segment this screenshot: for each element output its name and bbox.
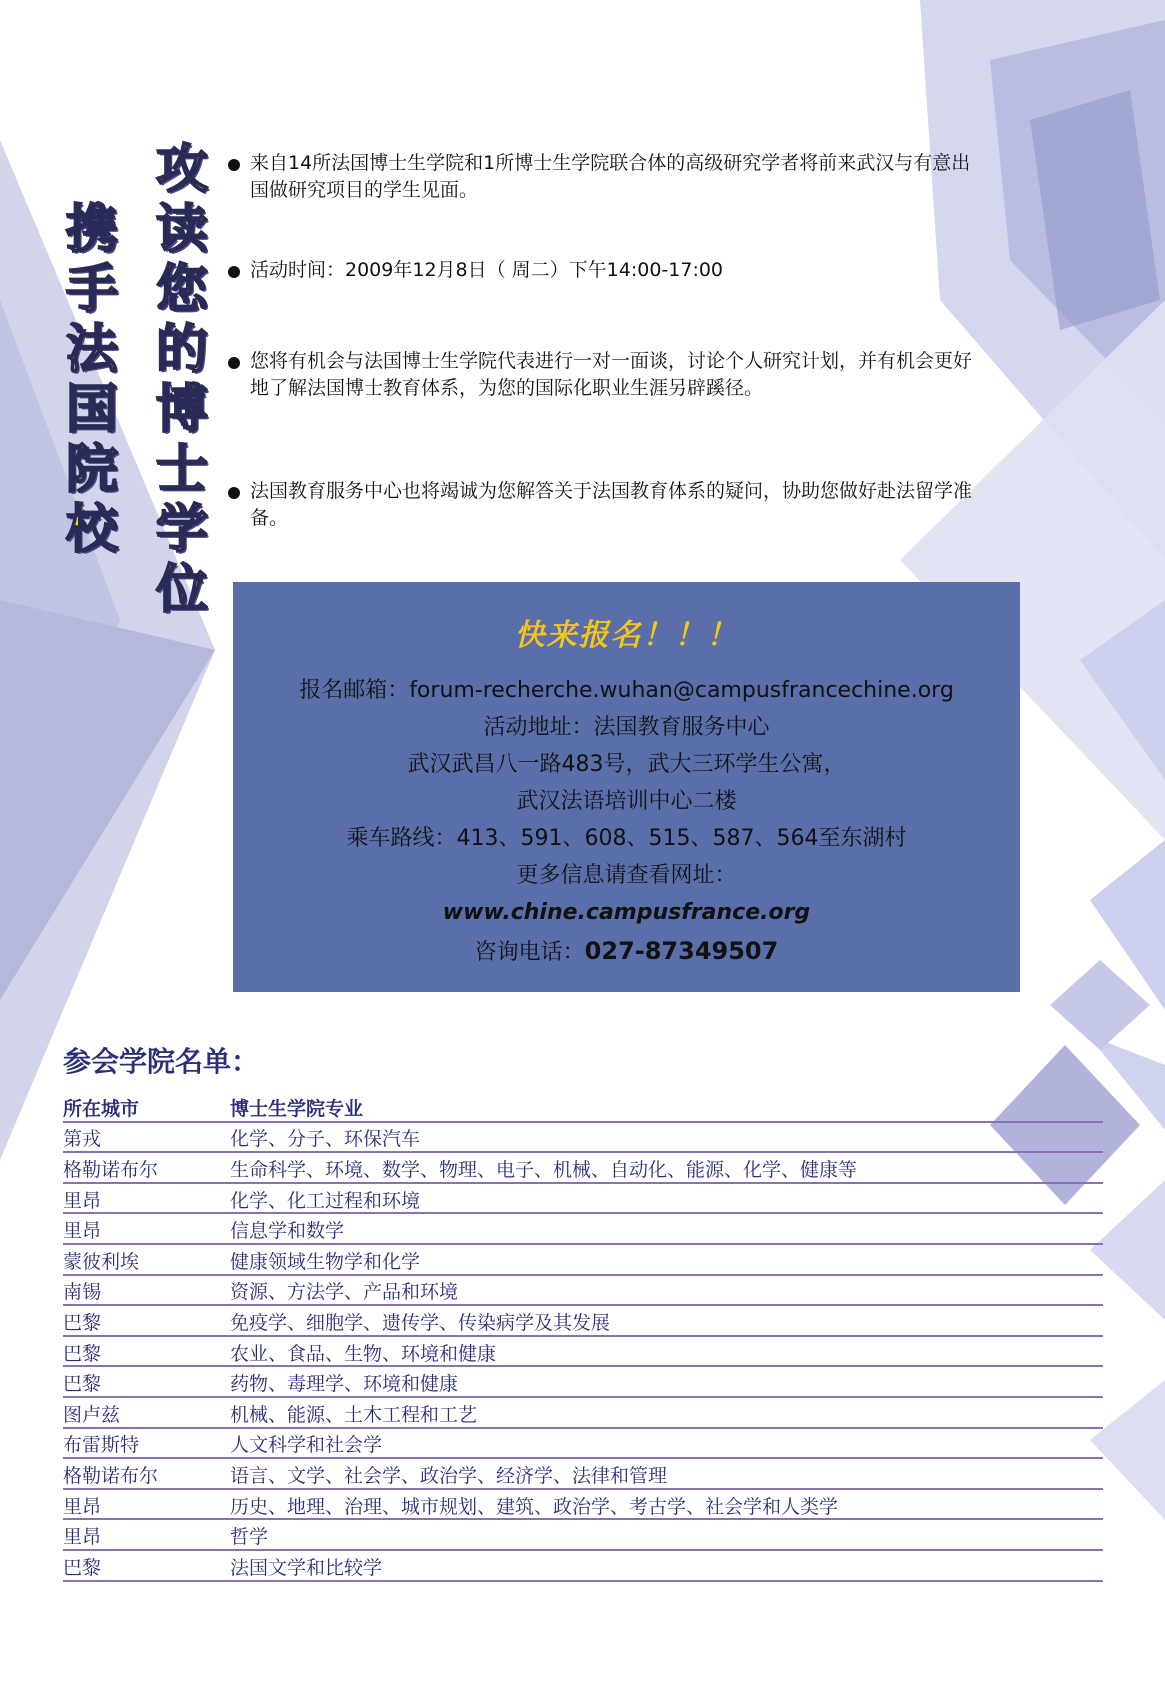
phone-number[interactable]: 027-87349507 <box>584 937 779 965</box>
cell-city: 格勒诺布尔 <box>63 1158 159 1181</box>
registration-venue: 活动地址：法国教育服务中心 <box>483 715 770 740</box>
cell-major: 药物、毒理学、环境和健康 <box>230 1373 459 1396</box>
headline-right-column <box>152 140 212 620</box>
cell-city: 巴黎 <box>63 1342 102 1365</box>
table-row <box>63 1306 1103 1337</box>
cell-city: 巴黎 <box>63 1311 102 1334</box>
table-row <box>63 1429 1103 1460</box>
cell-major: 免疫学、细胞学、遗传学、传染病学及其发展 <box>230 1311 611 1334</box>
cell-city: 里昂 <box>63 1189 102 1212</box>
registration-title: 快来报名！！！ <box>514 618 739 653</box>
headline-char: 手 <box>65 260 118 320</box>
bullet-text: 来自14所法国博士生学院和1所博士生学院联合体的高级研究学者将前来武汉与有意出国做研究项目的学生见面。 <box>250 152 971 201</box>
cell-major: 语言、文学、社会学、政治学、经济学、法律和管理 <box>230 1464 668 1487</box>
registration-bus-routes: 乘车路线：413、591、608、515、587、564至东湖村 <box>346 826 907 851</box>
cell-major: 人文科学和社会学 <box>230 1434 383 1457</box>
cell-major: 历史、地理、治理、城市规划、建筑、政治学、考古学、社会学和人类学 <box>230 1495 839 1518</box>
cell-major: 化学、分子、环保汽车 <box>230 1128 421 1151</box>
registration-phone <box>233 931 1020 973</box>
table-row <box>63 1245 1103 1276</box>
headline-char: 携 <box>65 200 118 260</box>
table-row <box>63 1367 1103 1398</box>
table-row <box>63 1490 1103 1521</box>
cell-major: 农业、食品、生物、环境和健康 <box>230 1342 497 1365</box>
headline-char: 士 <box>155 440 208 500</box>
table-row <box>63 1184 1103 1215</box>
bullet-item <box>228 150 988 204</box>
cell-major: 信息学和数学 <box>230 1220 345 1243</box>
headline-char: 攻 <box>155 140 208 200</box>
bullet-item <box>228 257 723 284</box>
table-row <box>63 1153 1103 1184</box>
table-row <box>63 1398 1103 1429</box>
table-row <box>63 1459 1103 1490</box>
list-title: 参会学院名单： <box>63 1045 260 1078</box>
registration-more-info: 更多信息请查看网址： <box>516 863 737 888</box>
cell-city: 图卢兹 <box>63 1403 121 1426</box>
website-link[interactable]: www.chine.campusfrance.org <box>442 900 811 925</box>
registration-address-1: 武汉武昌八一路483号，武大三环学生公寓， <box>407 752 846 777</box>
headline-char: 博 <box>155 380 208 440</box>
bullet-text: 您将有机会与法国博士生学院代表进行一对一面谈，讨论个人研究计划，并有机会更好地了解法国博士教育体系，为您的国际化职业生涯另辟蹊径。 <box>250 350 973 399</box>
bullet-dot-icon <box>228 357 240 369</box>
cell-city: 巴黎 <box>63 1373 102 1396</box>
headline-left-column <box>62 200 122 560</box>
table-row <box>63 1551 1103 1582</box>
cell-city: 蒙彼利埃 <box>63 1250 140 1273</box>
header-major: 博士生学院专业 <box>230 1097 364 1120</box>
registration-box <box>233 582 1020 992</box>
table-row <box>63 1123 1103 1154</box>
cell-major: 法国文学和比较学 <box>230 1556 383 1579</box>
bullet-item <box>228 348 988 402</box>
cell-major: 健康领域生物学和化学 <box>230 1250 421 1273</box>
headline-char: 院 <box>65 440 118 500</box>
registration-email[interactable]: 报名邮箱：forum-recherche.wuhan@campusfrancechine.org <box>299 678 954 703</box>
headline-char: 您 <box>155 260 208 320</box>
bullet-dot-icon <box>228 159 240 171</box>
headline-char: 法 <box>65 320 118 380</box>
table-row <box>63 1276 1103 1307</box>
cell-city: 巴黎 <box>63 1556 102 1579</box>
headline-char: 读 <box>155 200 208 260</box>
cell-city: 南锡 <box>63 1281 102 1304</box>
cell-city: 里昂 <box>63 1526 102 1549</box>
cell-city: 里昂 <box>63 1495 102 1518</box>
registration-address-2: 武汉法语培训中心二楼 <box>516 789 737 814</box>
cell-city: 第戎 <box>63 1128 102 1151</box>
cell-major: 生命科学、环境、数学、物理、电子、机械、自动化、能源、化学、健康等 <box>230 1158 858 1181</box>
cell-major: 哲学 <box>230 1526 269 1549</box>
cell-major: 化学、化工过程和环境 <box>230 1189 421 1212</box>
cell-city: 布雷斯特 <box>63 1434 140 1457</box>
cell-city: 里昂 <box>63 1220 102 1243</box>
table-row <box>63 1214 1103 1245</box>
cell-major: 资源、方法学、产品和环境 <box>230 1281 459 1304</box>
bullet-dot-icon <box>228 487 240 499</box>
headline-char: 学 <box>155 500 208 560</box>
cell-major: 机械、能源、土木工程和工艺 <box>230 1403 478 1426</box>
table-header <box>63 1092 1103 1123</box>
header-city: 所在城市 <box>63 1097 140 1120</box>
bullet-text: 法国教育服务中心也将竭诚为您解答关于法国教育体系的疑问，协助您做好赴法留学准备。 <box>250 480 973 529</box>
headline-char: 国 <box>65 380 118 440</box>
headline-char: 位 <box>155 560 208 620</box>
phone-label: 咨询电话： <box>474 940 585 965</box>
table-row <box>63 1520 1103 1551</box>
headline-char: 校 <box>65 500 118 560</box>
bullet-item <box>228 478 988 532</box>
headline-char: 的 <box>155 320 208 380</box>
bullet-text: 活动时间：2009年12月8日（ 周二）下午14:00-17:00 <box>250 259 724 281</box>
bullet-dot-icon <box>228 266 240 278</box>
schools-table <box>63 1092 1103 1582</box>
cell-city: 格勒诺布尔 <box>63 1464 159 1487</box>
table-row <box>63 1337 1103 1368</box>
